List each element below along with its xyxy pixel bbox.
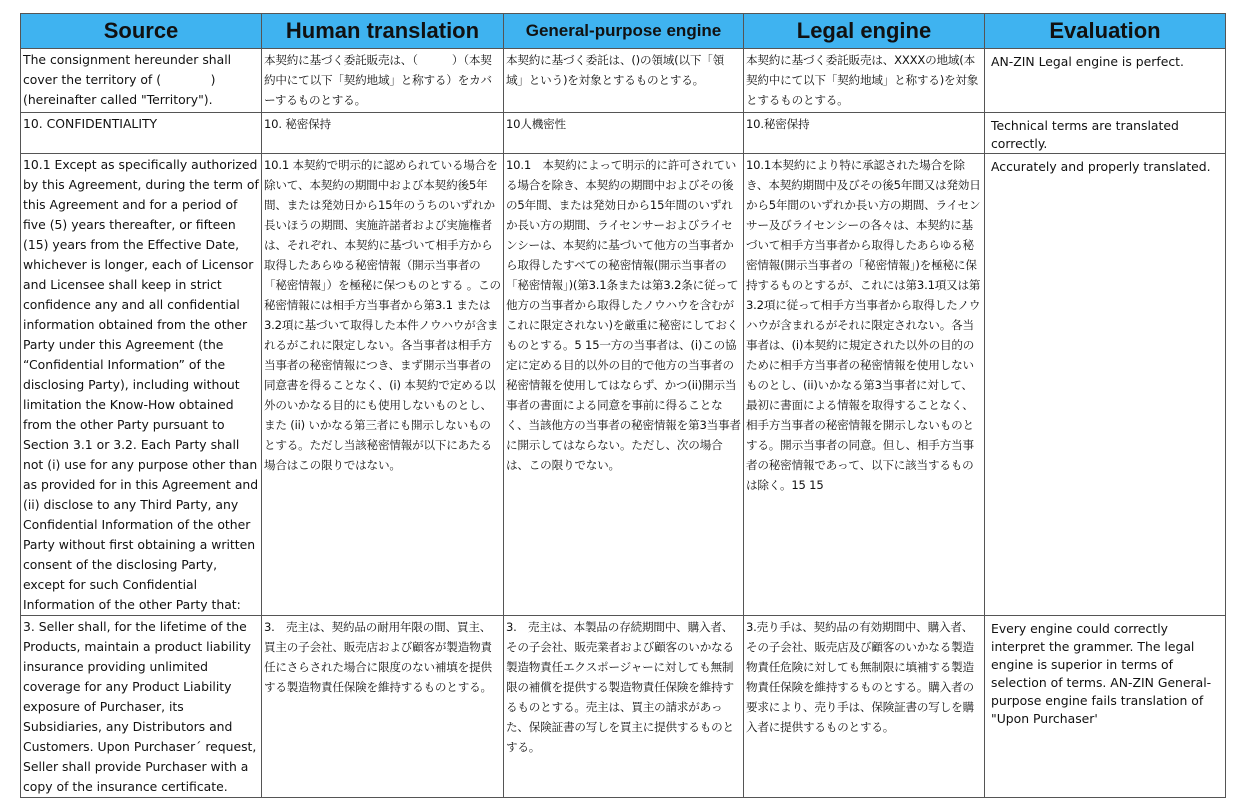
- table-row: [21, 616, 1226, 798]
- header-source: Source: [21, 14, 262, 49]
- table-row: [21, 49, 1226, 113]
- table-row: [21, 113, 1226, 154]
- header-legal-engine: Legal engine: [744, 14, 985, 49]
- human-translation-cell: 3. 売主は、契約品の耐用年限の間、買主、買主の子会社、販売店および顧客が製造物責任にさらされた場合に限度のない補填を提供する製造物責任保険を維持するものとする。: [262, 616, 504, 798]
- human-translation-cell: 本契約に基づく委託販売は、（ ）（本契約中にて以下「契約地域」と称する）をカバーするものとする。: [262, 49, 504, 113]
- table-row: [21, 154, 1226, 616]
- source-cell: 10.1 Except as specifically authorized by this Agreement, during the term of this Agreement and for a period of five (5) years thereafter, or fifteen (15) years from the Effective Date, whichever is longer, each of Licensor and Licensee shall keep in strict confidence any and all confidential information obtained from the other Party under this Agreement (the “Confidential Information” of the disclosing Party), including without limitation the Know-How obtained from the other Party pursuant to Section 3.1 or 3.2. Each Party shall not (i) use for any purpose other than as provided for in this Agreement and (ii) disclose to any Third Party, any Confidential Information of the other Party without first obtaining a written consent of the disclosing Party, except for such Confidential Information of the other Party that:: [21, 154, 262, 616]
- comparison-table: [20, 13, 1226, 798]
- general-engine-cell: 10人機密性: [504, 113, 744, 154]
- evaluation-cell: Every engine could correctly interpret the grammer. The legal engine is superior in terms of selection of terms. AN-ZIN General-purpose engine fails translation of "Upon Purchaser': [985, 616, 1226, 798]
- general-engine-cell: 本契約に基づく委託は、()の領域(以下「領域」という)を対象とするものとする。: [504, 49, 744, 113]
- header-row: [21, 14, 1226, 49]
- header-human-translation: Human translation: [262, 14, 504, 49]
- human-translation-cell: 10.1 本契約で明示的に認められている場合を除いて、本契約の期間中および本契約後5年間、または発効日から15年のうちのいずれか長いほうの期間、実施許諾者および実施権者は、それぞれ、本契約に基づいて相手方から取得したあらゆる秘密情報（開示当事者の「秘密情報」）を極秘に保つものとする 。この秘密情報には相手方当事者から第3.1 または3.2項に基づいて取得した本件ノウハウが含まれるがこれに限定しない。各当事者は相手方当事者の秘密情報につき、まず開示当事者の同意書を得ることなく、(i) 本契約で定める以外のいかなる目的にも使用しないものとし、 また (ii) いかなる第三者にも開示しないものとする。ただし当該秘密情報が以下にあたる場合はこの限りではない。: [262, 154, 504, 616]
- general-engine-cell: 10.1 本契約によって明示的に許可されている場合を除き、本契約の期間中およびその後の5年間、または発効日から15年間のいずれか長い方の期間、ライセンサーおよびライセンシーは、本契約に基づいて他方の当事者から取得したすべての秘密情報(開示当事者の「秘密情報」)(第3.1条または第3.2条に従って他方の当事者から取得したノウハウを含むがこれに限定されない)を厳重に秘密にしておくものとする。5 15一方の当事者は、(i)この協定に定める目的以外の目的で他方の当事者の秘密情報を使用してはならず、かつ(ii)開示当事者の書面による同意を事前に得ることなく、当該他方の当事者の秘密情報を第3当事者に開示してはならない。ただし、次の場合は、この限りでない。: [504, 154, 744, 616]
- legal-engine-cell: 10.1本契約により特に承認された場合を除き、本契約期間中及びその後5年間又は発効日から5年間のいずれか長い方の期間、ライセンサー及びライセンシーの各々は、本契約に基づいて相手方当事者から取得したあらゆる秘密情報(開示当事者の「秘密情報」)を極秘に保持するものとするが、これには第3.1項又は第3.2項に従って相手方当事者から取得したノウハウが含まれるがそれに限定されない。各当事者は、(i)本契約に規定された以外の目的のために相手方当事者の秘密情報を使用しないものとし、(ii)いかなる第3当事者に対して、最初に書面による情報を取得することなく、相手方当事者の秘密情報を開示しないものとする。開示当事者の同意。但し、相手方当事者の秘密情報であって、以下に該当するものは除く。15 15: [744, 154, 985, 616]
- header-evaluation: Evaluation: [985, 14, 1226, 49]
- legal-engine-cell: 10.秘密保持: [744, 113, 985, 154]
- header-general-purpose-engine: General-purpose engine: [504, 14, 744, 49]
- evaluation-cell: AN-ZIN Legal engine is perfect.: [985, 49, 1226, 113]
- legal-engine-cell: 本契約に基づく委託販売は、XXXXの地域(本契約中にて以下「契約地域」と称する)を対象とするものとする。: [744, 49, 985, 113]
- source-cell: 10. CONFIDENTIALITY: [21, 113, 262, 154]
- evaluation-cell: Technical terms are translated correctly.: [985, 113, 1226, 154]
- human-translation-cell: 10. 秘密保持: [262, 113, 504, 154]
- legal-engine-cell: 3.売り手は、契約品の有効期間中、購入者、その子会社、販売店及び顧客のいかなる製造物責任危険に対しても無制限に填補する製造物責任保険を維持するものとする。購入者の要求により、売り手は、保険証書の写しを購入者に提供するものとする。: [744, 616, 985, 798]
- source-cell: The consignment hereunder shall cover the territory of ( ) (hereinafter called "Territory").: [21, 49, 262, 113]
- evaluation-cell: Accurately and properly translated.: [985, 154, 1226, 616]
- general-engine-cell: 3. 売主は、本製品の存続期間中、購入者、その子会社、販売業者および顧客のいかなる製造物責任エクスポージャーに対しても無制限の補償を提供する製造物責任保険を維持するものとする。売主は、買主の請求があった、保険証書の写しを買主に提供するものとする。: [504, 616, 744, 798]
- source-cell: 3. Seller shall, for the lifetime of the Products, maintain a product liability insurance providing unlimited coverage for any Product Liability exposure of Purchaser, its Subsidiaries, any Distributors and Customers. Upon Purchaser´ request, Seller shall provide Purchaser with a copy of the insurance certificate.: [21, 616, 262, 798]
